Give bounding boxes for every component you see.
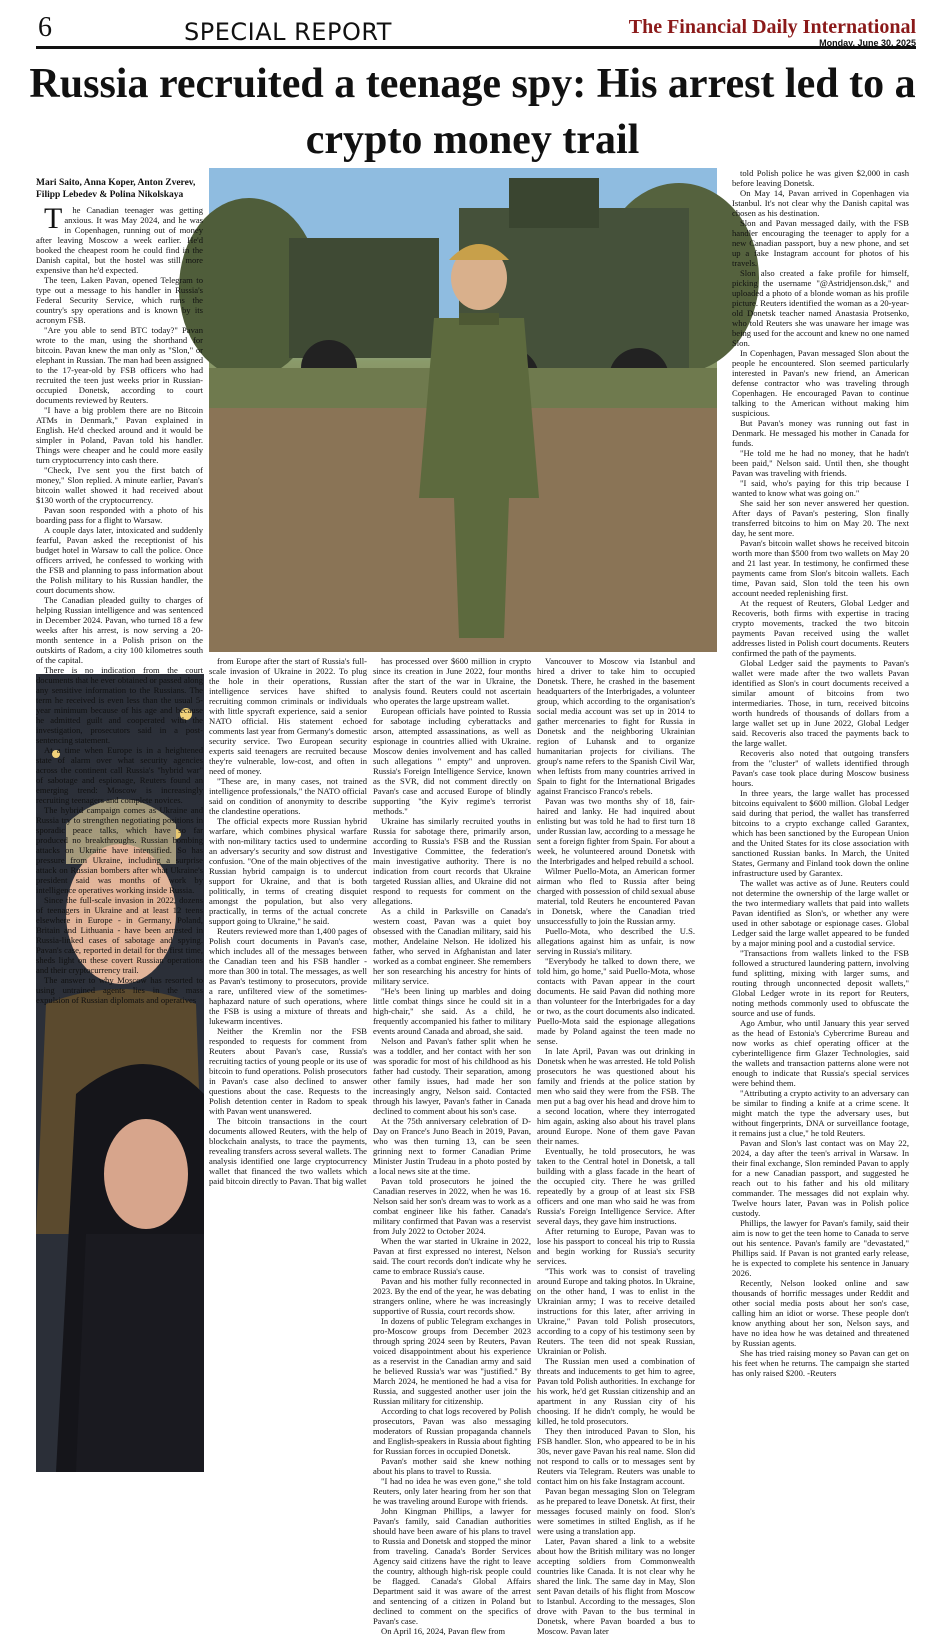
paragraph: In Copenhagen, Pavan messaged Slon about the people he encountered. Slon seemed particularly interested in Pavan's new friend, an American defense contractor who was traveling through Copenhagen. He encouraged Pavan to continue talking to the American without making him suspicious. bbox=[732, 348, 909, 418]
paragraph: Ago Ambur, who until January this year served as the head of Estonia's Cybercrime Bureau and now works as chief operating officer at the cyberintelligence firm Glazer Technologies, said the wallets and transaction patterns alone were not enough to indicate that Russia's special services were behind them. bbox=[732, 1018, 909, 1088]
paragraph: Pavan soon responded with a photo of his boarding pass for a flight to Warsaw. bbox=[36, 505, 203, 525]
paragraph: She has tried raising money so Pavan can get on his feet when he returns. The campaign she started has only raised $200. -Reuters bbox=[732, 1348, 909, 1378]
paragraph: In late April, Pavan was out drinking in Donetsk when he was arrested. He told Polish prosecutors he was questioned about his family and friends at the police station by men who said they were from the FSB. The men put a bag over his head and drove him to a second location, where they interrogated him again, asking also about his travel plans around Europe. None of them gave Pavan their names. bbox=[537, 1046, 695, 1146]
paragraph: In three years, the large wallet has processed bitcoins equivalent to $600 million. Global Ledger said during that period, the wallet has transferred bitcoins to a crypto exchange called Garantex, which has been sanctioned by the European Union and the United States for its close association with sanctioned Russian banks. In March, the United States, Germany and Finland took down the online infrastructure used by Garantex. bbox=[732, 788, 909, 878]
paragraph: "I have a big problem there are no Bitcoin ATMs in Denmark," Pavan explained in English. He'd checked around and it would be simpler in Poland, Pavan told his handler. Things were cheaper and he could more easily turn cryptocurrency into cash there. bbox=[36, 405, 203, 465]
paragraph: A couple days later, intoxicated and suddenly fearful, Pavan asked the receptionist of his budget hotel in Warsaw to call the police. Once officers arrived, he confessed to working with the FSB and planning to pass information about the Polish military to his Russian handler, the court documents show. bbox=[36, 525, 203, 595]
paragraph: Pavan told prosecutors he joined the Canadian reserves in 2022, when he was 16. Nelson said her son's dream was to work as a combat engineer like his father. Canada's military confirmed that Pavan was a reservist from July 2022 to October 2024. bbox=[373, 1176, 531, 1236]
paragraph: Pavan's bitcoin wallet shows he received bitcoin worth more than $500 from two wallets on May 20 and 21 last year. In testimony, he confirmed these payments came from Slon's bitcoin wallets. Each time, Pavan said, Slon told the teen his own account needed replenishing first. bbox=[732, 538, 909, 598]
paragraph: "Transactions from wallets linked to the FSB followed a structured laundering pattern, involving fund splitting, mixing with larger sums, and routing through unconnected deposit wallets," Global Ledger wrote in its report for Reuters, noting methods commonly used to obfuscate the source and use of funds. bbox=[732, 948, 909, 1018]
article-column-4 bbox=[537, 656, 695, 1636]
paragraph: Pavan began messaging Slon on Telegram as he prepared to leave Donetsk. At first, their messages focused mainly on food. Slon's were sometimes in stilted English, as if he were using a translation app. bbox=[537, 1486, 695, 1536]
paragraph: When the war started in Ukraine in 2022, Pavan at first expressed no interest, Nelson said. The court records don't indicate why he came to embrace Russia's cause. bbox=[373, 1236, 531, 1276]
paragraph: Puello-Mota, who described the U.S. allegations against him as unfair, is now serving in Russia's military. bbox=[537, 926, 695, 956]
paragraph: Pavan's mother said she knew nothing about his plans to travel to Russia. bbox=[373, 1456, 531, 1476]
paragraph: She said her son never answered her question. After days of Pavan's pestering, Slon finally transferred bitcoins to him on May 20. The next day, he sent more. bbox=[732, 498, 909, 538]
paragraph: "These are, in many cases, not trained intelligence professionals," the NATO official said on condition of anonymity to describe the clandestine operations. bbox=[209, 776, 367, 816]
paragraph: Later, Pavan shared a link to a website about how the British military was no longer accepting soldiers from Commonwealth countries like Canada. It is not clear why he shared the link. The same day in May, Slon sent Pavan details of his flight from Moscow to Istanbul. According to the messages, Slon drove with Pavan to the bus terminal in Donetsk, where Pavan boarded a bus to Moscow. Pavan later bbox=[537, 1536, 695, 1636]
paragraph: The official expects more Russian hybrid warfare, which combines physical warfare with non-military tactics used to undermine an adversary's security and sow distrust and confusion. "One of the main objectives of the Russian hybrid campaign is to undercut support for Ukraine, and that is both politically, in terms of creating disquiet amongst the population, but also very practically, in terms of the actual concrete support going to Ukraine," he said. bbox=[209, 816, 367, 926]
soldier-vehicle-illustration bbox=[209, 168, 717, 652]
paragraph: Reuters reviewed more than 1,400 pages of Polish court documents in Pavan's case, which includes all of the messages between the Canadian teen and his FSB handler - more than 300 in total. The messages, as well as Pavan's testimony to prosecutors, provide a rare, unfiltered view of the sometimes-haphazard nature of such operations, where the FSB is using a mixture of threats and lukewarm incentives. bbox=[209, 926, 367, 1026]
paragraph: "I had no idea he was even gone," she told Reuters, only later hearing from her son that he was traveling around Europe with friends. bbox=[373, 1476, 531, 1506]
paragraph: The hybrid campaign comes as Ukraine and Russia try to strengthen negotiating positions in sporadic peace talks, which have so far produced no breakthroughs. Russian bombing attacks on Ukraine have intensified. So has pressure from Ukraine, including a surprise attack on Russian bombers after what Ukraine's president said was months of work by intelligence operatives working inside Russia. bbox=[36, 805, 203, 895]
paragraph: The Canadian teenager was getting anxious. It was May 2024, and he was in Copenhagen, running out of money after leaving Moscow a week earlier. He'd booked the cheapest room he could find in the Danish capital, but the hostel was still more expensive than he'd expected. bbox=[36, 202, 203, 275]
paragraph: "Everybody he talked to down there, we told him, go home," said Puello-Mota, whose contacts with Pavan appear in the court documents. He said Pavan did nothing more than volunteer for the Interbrigades for a day or two, as the court documents also indicated. Puello-Mota said the espionage allegations made by Poland against the teen made no sense. bbox=[537, 956, 695, 1046]
paragraph: At the 75th anniversary celebration of D-Day on France's Juno Beach in 2019, Pavan, who was then turning 13, can be seen grinning next to former Canadian Prime Minister Justin Trudeau in a photo posted by a local news site at the time. bbox=[373, 1116, 531, 1176]
paragraph: The bitcoin transactions in the court documents allowed Reuters, with the help of blockchain analysts, to trace the payments, revealing transfers across several wallets. The analysis identified one large cryptocurrency wallet that financed the two wallets which paid bitcoin directly to Pavan. That big wallet bbox=[209, 1116, 367, 1186]
paragraph: Recently, Nelson looked online and saw thousands of horrific messages under Reddit and other social media posts about her son's case, calling him an idiot or worse. These people don't know anything about her son, Nelson says, and have no idea how he was detained and threatened by Russian agents. bbox=[732, 1278, 909, 1348]
paragraph: Global Ledger said the payments to Pavan's wallet were made after the two wallets Pavan identified as Slon's in court documents received a similar amount of bitcoins from two intermediaries. Those, in turn, received bitcoins worth hundreds of thousands of dollars from a large wallet set up in June 2022, Global Ledger said. Recoveris also traced the payments back to the large wallet. bbox=[732, 658, 909, 748]
paragraph: In dozens of public Telegram exchanges in pro-Moscow groups from December 2023 through spring 2024 seen by Reuters, Pavan voiced disappointment about his experience as a reservist in the Canadian army and said he believed Russia's war was "justified." By March 2024, he mentioned he had a visa for Russia, and suggested another user join the Russian military for citizenship. bbox=[373, 1316, 531, 1406]
paragraph: As a child in Parksville on Canada's western coast, Pavan was a quiet boy obsessed with the Canadian military, said his mother, Andelaine Nelson. He idolized his father, who served in Afghanistan and later worked as a combat engineer. She remembers her son researching his ancestry for hints of military service. bbox=[373, 906, 531, 986]
paragraph: Phillips, the lawyer for Pavan's family, said their aim is now to get the teen home to Canada to serve out his sentence. Pavan's family are "devastated," Phillips said. If Pavan is not granted early release, he is expected to complete his sentence in January 2026. bbox=[732, 1218, 909, 1278]
paragraph: Pavan was two months shy of 18, fair-haired and lanky. He had inquired about enlisting but was told he had to first turn 18 under Russian law, according to a message he sent a foreign fighter from Spain. For about a week, he volunteered around Donetsk with the Interbrigades and helped rebuild a school. bbox=[537, 796, 695, 866]
paragraph: On May 14, Pavan arrived in Copenhagen via Istanbul. It's not clear why the Danish capital was chosen as his destination. bbox=[732, 188, 909, 218]
paragraph: Pavan and Slon's last contact was on May 22, 2024, a day after the teen's arrival in Warsaw. In their final exchange, Slon reminded Pavan to apply for a new Canadian passport, and suggested he reach out to his father and his old military commander. The messages did not explain why. Twelve hours later, Pavan was in Polish police custody. bbox=[732, 1138, 909, 1218]
paragraph: John Kingman Phillips, a lawyer for Pavan's family, said Canadian authorities should have been aware of his plans to travel to Russia and Donetsk and stopped the minor from traveling. Canada's Border Services Agency said citizens have the right to leave the country, although high-risk people could be flagged. Canada's Global Affairs Department said it was aware of the arrest and sentencing of a citizen in Poland but declined to comment on the specifics of Pavan's case. bbox=[373, 1506, 531, 1626]
paragraph: Nelson and Pavan's father split when he was a toddler, and her contact with her son was sporadic for most of his childhood as his father had custody. Their separation, among other family issues, had made her son increasingly angry, Nelson said. Contacted through his lawyer, Pavan's father in Canada declined to comment about his son's case. bbox=[373, 1036, 531, 1116]
paragraph: "I said, who's paying for this trip because I wanted to know what was going on." bbox=[732, 478, 909, 498]
section-label: SPECIAL REPORT bbox=[184, 18, 392, 46]
paragraph: Slon also created a fake profile for himself, picking the username "@Astridjenson.dsk," and uploaded a photo of a blonde woman as his profile picture. Reuters identified the woman as a 20-year-old Donetsk teacher named Anastasia Protsenko, who told Reuters she was unaware her image was being used for the account and knew no one named Slon. bbox=[732, 268, 909, 348]
headline: Russia recruited a teenage spy: His arrest led to a crypto money trail bbox=[29, 61, 916, 163]
soldier-vehicle-photo bbox=[209, 168, 717, 652]
paragraph: Ukraine has similarly recruited youths in Russia for sabotage there, primarily arson, according to Russia's FSB and the Russian Investigative Committee, the federation's main investigative authority. There is no indication from court records that Ukraine targeted Russian allies, and Ukraine did not respond to requests for comment on the allegations. bbox=[373, 816, 531, 906]
paragraph: Eventually, he told prosecutors, he was taken to the Central hotel in Donetsk, a tall building with a glass facade in the heart of the occupied city. There he was grilled repeatedly by a group of at least six FSB officers and one man who said he was from Russia's Foreign Intelligence Service. After several days, they gave him instructions. bbox=[537, 1146, 695, 1226]
paragraph: Pavan and his mother fully reconnected in 2023. By the end of the year, he was debating strangers online, where he was increasingly supportive of Russia, court records show. bbox=[373, 1276, 531, 1316]
paragraph: They then introduced Pavan to Slon, his FSB handler. Slon, who appeared to be in his 30s, never gave Pavan his real name. Slon did not respond to calls or to messages sent by Reuters via Telegram. Reuters was unable to contact him on his fake Instagram account. bbox=[537, 1426, 695, 1486]
article-column-2 bbox=[209, 656, 367, 1472]
paragraph: Wilmer Puello-Mota, an American former airman who fled to Russia after being charged with possession of child sexual abuse material, told Reuters he encountered Pavan in Donetsk, where the Canadian tried unsuccessfully to join the Russian army. bbox=[537, 866, 695, 926]
paragraph: The teen, Laken Pavan, opened Telegram to type out a message to his handler in Russia's Federal Security Service, which runs the country's spy operations and is known by its acronym FSB. bbox=[36, 275, 203, 325]
masthead bbox=[36, 10, 916, 49]
paragraph: But Pavan's money was running out fast in Denmark. He messaged his mother in Canada for funds. bbox=[732, 418, 909, 448]
paragraph: has processed over $600 million in crypto since its creation in June 2022, four months after the start of the war in Ukraine, the analysis found. Reuters could not ascertain who operates the large upstream wallet. bbox=[373, 656, 531, 706]
paragraph: Since the full-scale invasion in 2022, dozens of teenagers in Ukraine and at least 12 teens elsewhere in Europe - in Germany, Poland, Britain and Lithuania - have been arrested in Russia-linked cases of sabotage and spying. Pavan's case, reported in detail for the first time, sheds light on these covert Russian operations and their cryptocurrency trail. bbox=[36, 895, 203, 975]
paragraph: The Russian men used a combination of threats and inducements to get him to agree, Pavan told Polish authorities. In exchange for his work, he'd get Russian citizenship and an apartment in any Russian city of his choosing. If he didn't comply, he would be killed, he told prosecutors. bbox=[537, 1356, 695, 1426]
paragraph: Recoveris also noted that outgoing transfers from the "cluster" of wallets identified through Pavan's case took place during Moscow business hours. bbox=[732, 748, 909, 788]
newspaper-name: The Financial Daily International bbox=[628, 16, 916, 38]
paragraph: There is no indication from the court documents that he ever obtained or passed along any sensitive information to the Russians. The term he received is even less than the usual 5-year minimum because of his age and because he admitted guilt and cooperated with the investigation, prosecutors said in a post-sentencing statement. bbox=[36, 665, 203, 745]
paragraph: "He's been lining up marbles and doing little combat things since he could sit in a high-chair," she said. As a child, he frequently accompanied his father to military events around Canada and abroad, she said. bbox=[373, 986, 531, 1036]
paragraph: The wallet was active as of June. Reuters could not determine the ownership of the large wallet or the two intermediary wallets that paid into wallets Pavan identified as Slon's, or whether any were used in other sabotage or espionage cases. Global Ledger said the large wallet appeared to be funded by a major mining pool and a custodial service. bbox=[732, 878, 909, 948]
paragraph: At the request of Reuters, Global Ledger and Recoveris, both firms with expertise in tracing crypto movements, tracked the two bitcoin payments Pavan received using the wallet addresses listed in Polish court documents. Reuters confirmed the path of the payments. bbox=[732, 598, 909, 658]
paragraph: Vancouver to Moscow via Istanbul and hired a driver to take him to occupied Donetsk. There, he crashed in the basement headquarters of the Interbrigades, a volunteer group, which according to the organisation's social media account was set up in 2014 to gather mercenaries to fight for Russia in Donetsk and the neighboring Ukrainian region of Luhansk and to organize humanitarian projects for civilians. The group's name refers to the Spanish Civil War, when leftists from many countries arrived in Spain to fight for the International Brigades against Francisco Franco's rebels. bbox=[537, 656, 695, 796]
paragraph: "He told me he had no money, that he hadn't been paid," Nelson said. Until then, she thought Pavan was traveling with friends. bbox=[732, 448, 909, 478]
publication-date: Monday, June 30, 2025 bbox=[819, 38, 916, 48]
paragraph: "Check, I've sent you the first batch of money," Slon replied. A minute earlier, Pavan's bitcoin wallet showed it had received about $130 worth of the cryptocurrency. bbox=[36, 465, 203, 505]
page-number: 6 bbox=[38, 12, 52, 43]
paragraph: from Europe after the start of Russia's full-scale invasion of Ukraine in 2022. To plug the hole in their operations, Russian intelligence services have shifted to recruiting common criminals or individuals with little spycraft experience, said a senior NATO official. His statement echoed comments last year from Germany's domestic security service. Two European security experts said teenagers are recruited because they're vulnerable, low-cost, and often in need of money. bbox=[209, 656, 367, 776]
article-column-1 bbox=[36, 202, 203, 1005]
paragraph: European officials have pointed to Russia for sabotage including cyberattacks and arson, attempted assassinations, as well as espionage in countries allied with Ukraine. Moscow denies involvement and has called such allegations " empty" and unproven. Russia's Foreign Intelligence Service, known as the SVR, did not comment directly on Pavan's case and accused Europe of blindly supporting "the Kyiv regime's terrorist methods." bbox=[373, 706, 531, 816]
paragraph: "Are you able to send BTC today?" Pavan wrote to the man, using the shorthand for bitcoin. Pavan knew the man only as "Slon," or elephant in Russian. The man had been assigned to the 17-year-old by FSB officers who had recruited the teen just weeks prior in Russian-occupied Donetsk, according to court documents reviewed by Reuters. bbox=[36, 325, 203, 405]
paragraph: told Polish police he was given $2,000 in cash before leaving Donetsk. bbox=[732, 168, 909, 188]
article-column-5 bbox=[732, 168, 909, 1472]
paragraph: On April 16, 2024, Pavan flew from bbox=[381, 1626, 506, 1636]
paragraph: Neither the Kremlin nor the FSB responded to requests for comment from Reuters about Pavan's case, Russia's recruiting tactics of young people or its use of bitcoin to fund operations. Polish prosecutors in Pavan's case also declined to answer questions about the case. Requests to the Polish detention center in Radom to speak with Pavan went unanswered. bbox=[209, 1026, 367, 1116]
paragraph: Slon and Pavan messaged daily, with the FSB handler encouraging the teenager to apply for a new Canadian passport, buy a new phone, and set up a fake Instagram account for photos of his travels. bbox=[732, 218, 909, 268]
paragraph: At a time when Europe is in a heightened state of alarm over what security agencies across the continent call Russia's "hybrid war" of sabotage and espionage, Reuters found an emerging trend: Moscow is increasingly recruiting teenagers and complete novices. bbox=[36, 745, 203, 805]
paragraph: The answer to why Moscow has resorted to using untrained agents lies in the mass expulsion of Russian diplomats and operatives bbox=[36, 975, 203, 1005]
byline: Mari Saito, Anna Koper, Anton Zverev, Filipp Lebedev & Polina Nikolskaya bbox=[36, 178, 196, 200]
paragraph: The Canadian pleaded guilty to charges of helping Russian intelligence and was sentenced in December 2024. Pavan, who turned 18 a few weeks after his arrest, is now serving a 20-month sentence in a Polish prison on the outskirts of Radom, a city 100 kilometres south of the capital. bbox=[36, 595, 203, 665]
article-column-3 bbox=[373, 656, 531, 1636]
paragraph: After returning to Europe, Pavan was to lose his passport to conceal his trip to Russia and begin working for Russia's security services. bbox=[537, 1226, 695, 1266]
paragraph: "This work was to consist of traveling around Europe and taking photos. In Ukraine, on the other hand, I was to enlist in the Ukrainian army; I was to receive detailed instructions for this later, after arriving in Ukraine," Pavan told Polish prosecutors, according to a copy of his testimony seen by Reuters. The teen did not speak Russian, Ukrainian or Polish. bbox=[537, 1266, 695, 1356]
paragraph: According to chat logs recovered by Polish prosecutors, Pavan was also messaging moderators of Russian propaganda channels and English-speakers in Russia about fighting for Russian forces in occupied Donetsk. bbox=[373, 1406, 531, 1456]
paragraph: "Attributing a crypto activity to an adversary can be similar to finding a knife at a crime scene. It might match the type the adversary uses, but without fingerprints, DNA or surveillance footage, it remains just a clue," he told Reuters. bbox=[732, 1088, 909, 1138]
